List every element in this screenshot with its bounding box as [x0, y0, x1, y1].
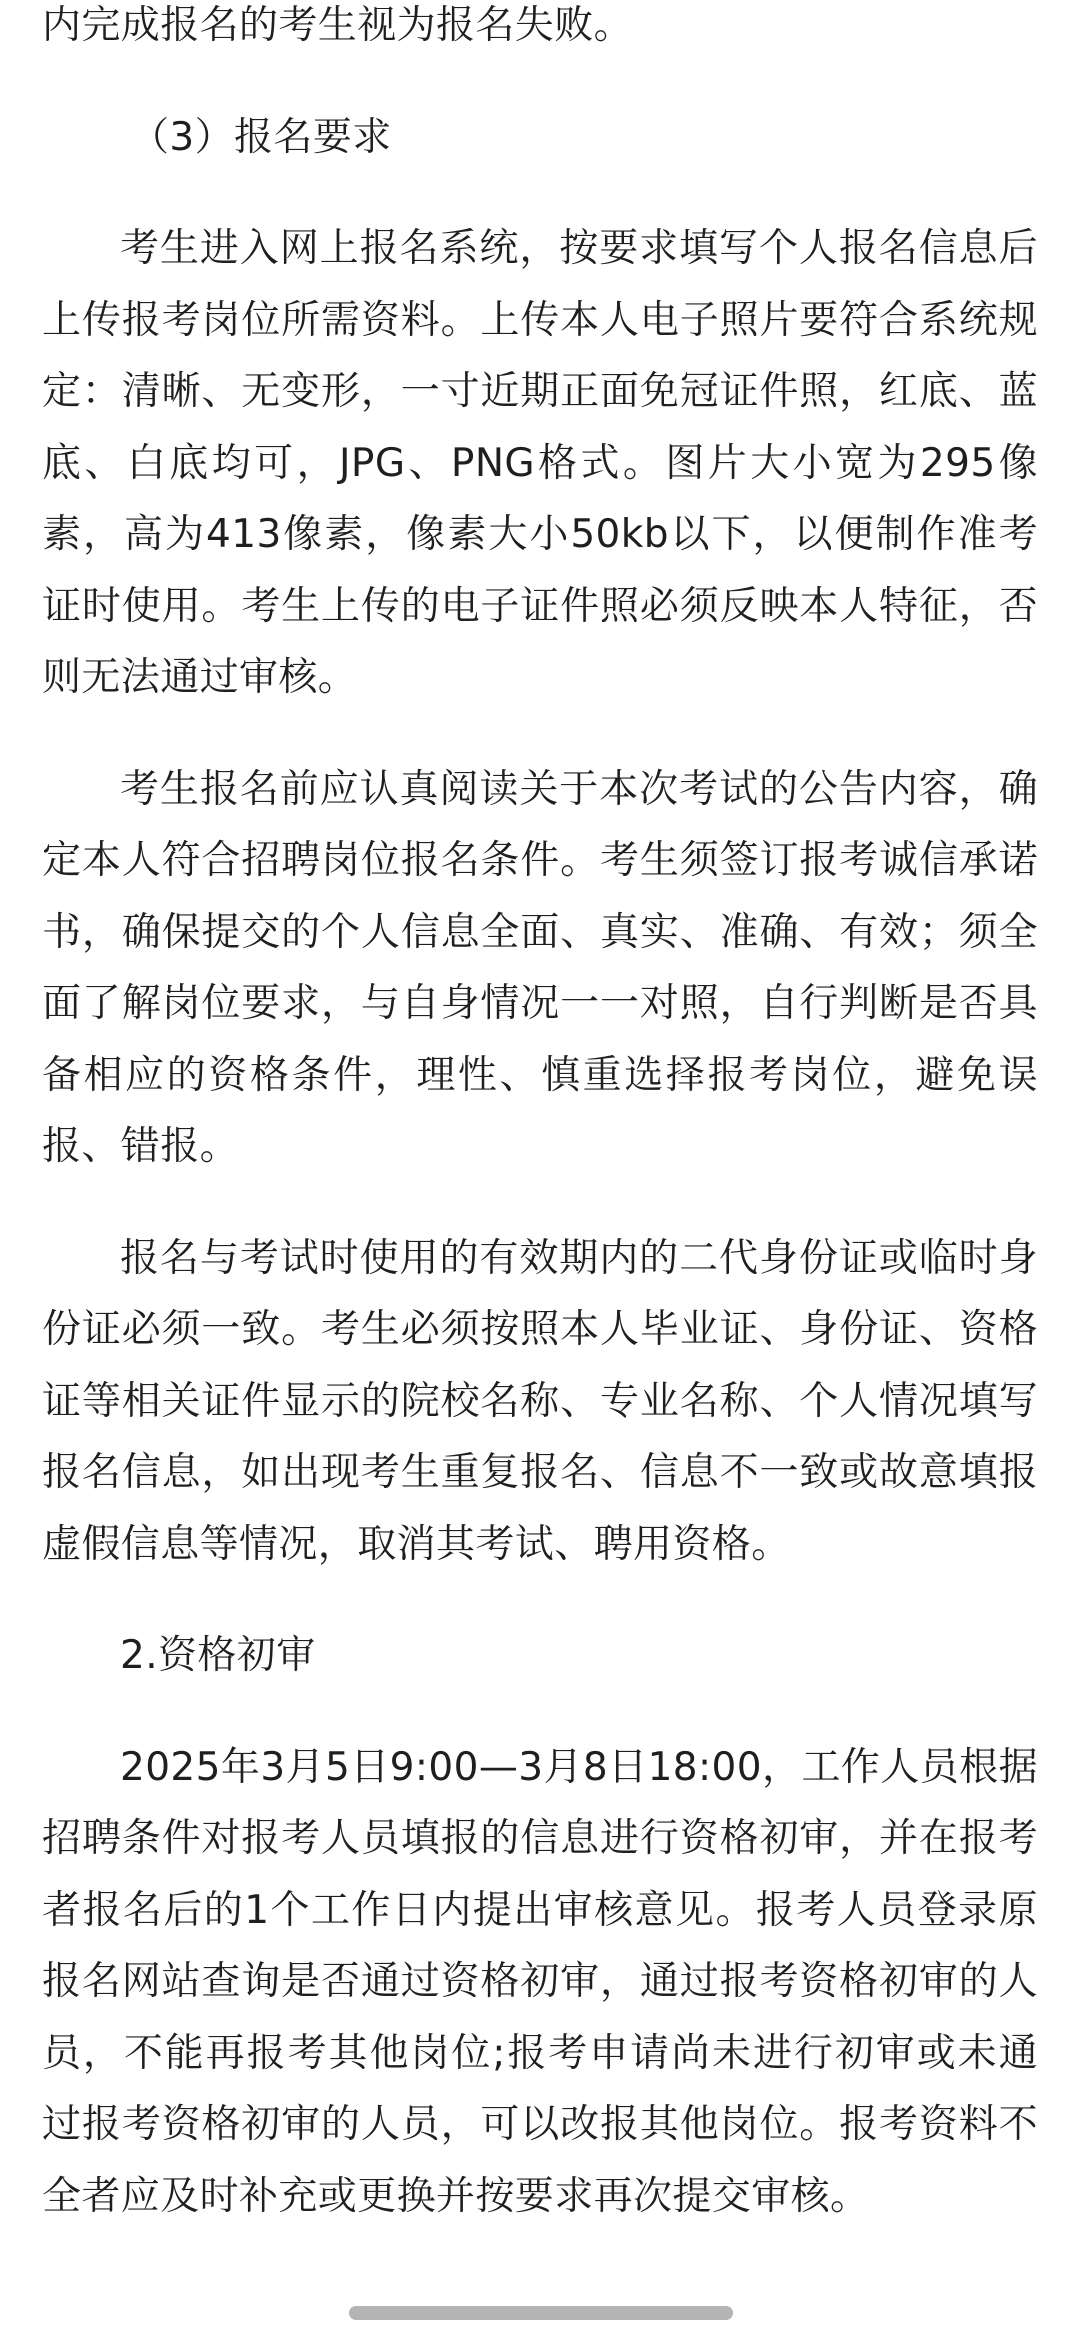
paragraph-id-consistency: 报名与考试时使用的有效期内的二代身份证或临时身份证必须一致。考生必须按照本人毕业证、身份证、资格证等相关证件显示的院校名称、专业名称、个人情况填写报名信息，如出现考生重复报名、信息不一致或故意填报虚假信息等情况，取消其考试、聘用资格。 — [42, 1235, 1038, 1567]
paragraph-read-announcement: 考生报名前应认真阅读关于本次考试的公告内容，确定本人符合招聘岗位报名条件。考生须签订报考诚信承诺书，确保提交的个人信息全面、真实、准确、有效；须全面了解岗位要求，与自身情况一一对照，自行判断是否具备相应的资格条件，理性、慎重选择报考岗位，避免误报、错报。 — [42, 766, 1038, 1169]
paragraph-registration-failure: 内完成报名的考生视为报名失败。 — [42, 3, 634, 48]
home-indicator-bar[interactable] — [349, 2306, 733, 2320]
section-heading-qualification-review: 2.资格初审 — [120, 1633, 316, 1678]
paragraph-photo-upload: 考生进入网上报名系统，按要求填写个人报名信息后上传报考岗位所需资料。上传本人电子照片要符合系统规定：清晰、无变形，一寸近期正面免冠证件照，红底、蓝底、白底均可，JPG、PNG格式。图片大小宽为295像素，高为413像素，像素大小50kb以下，以便制作准考证时使用。考生上传的电子证件照必须反映本人特征，否则无法通过审核。 — [42, 226, 1038, 700]
paragraph-review-schedule: 2025年3月5日9:00—3月8日18:00，工作人员根据招聘条件对报考人员填报的信息进行资格初审，并在报考者报名后的1个工作日内提出审核意见。报考人员登录原报名网站查询是否通过资格初审，通过报考资格初审的人员，不能再报考其他岗位;报考申请尚未进行初审或未通过报考资格初审的人员，可以改报其他岗位。报考资料不全者应及时补充或更换并按要求再次提交审核。 — [42, 1744, 1038, 2219]
subheading-registration-requirements: （3）报名要求 — [130, 114, 392, 160]
article-body — [42, 0, 1038, 2232]
